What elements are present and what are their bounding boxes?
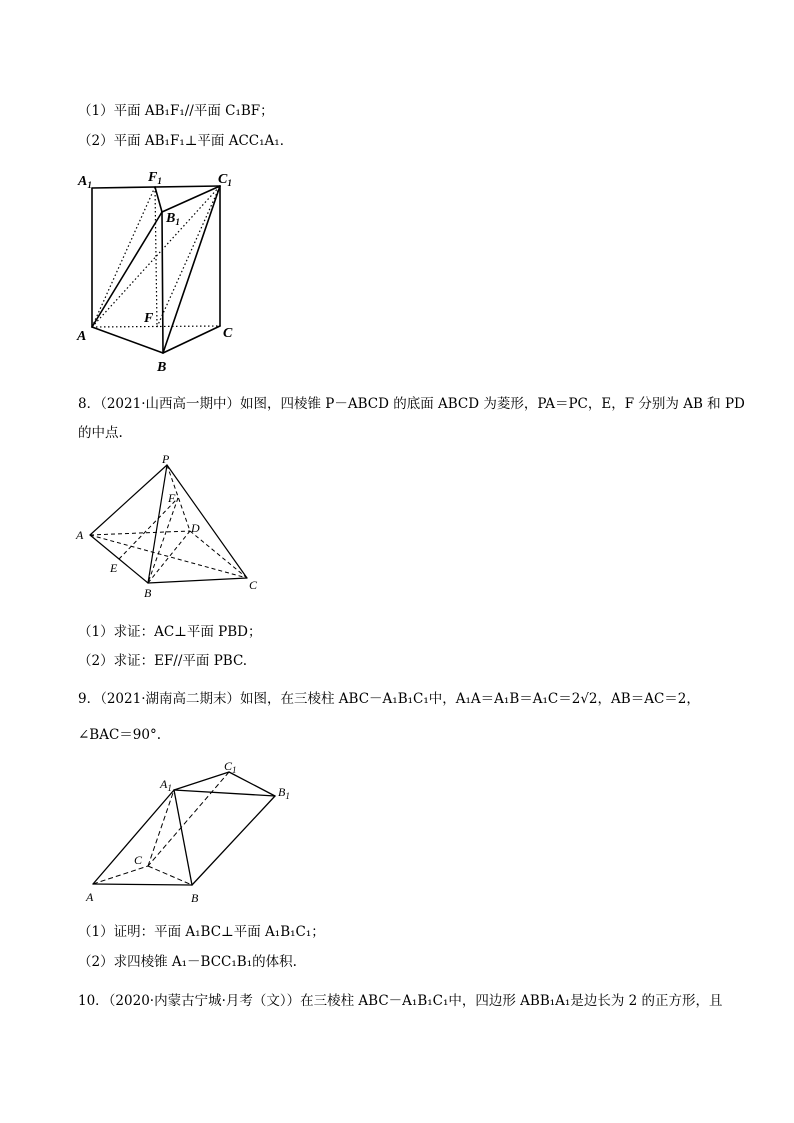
q7-part-1: （1）平面 AB₁F₁//平面 C₁BF； <box>78 103 274 119</box>
q8-label-F: F <box>168 491 176 505</box>
q8-label-D: D <box>191 521 200 535</box>
q7-label-C1: C <box>218 172 228 187</box>
q7-label-F1: F <box>148 170 158 185</box>
q7-label-B1: B <box>166 211 176 226</box>
q8-label-B: B <box>144 586 152 600</box>
q9-label-B: B <box>191 891 199 905</box>
q7-part-2: （2）平面 AB₁F₁⊥平面 ACC₁A₁． <box>78 133 294 149</box>
svg-text:C1 <box>224 759 237 775</box>
q8-label-P: P <box>162 452 170 466</box>
q9-label-C: C <box>134 853 143 867</box>
q9-label-B1-sub: 1 <box>285 791 290 801</box>
q9-label-A1: A <box>160 777 168 791</box>
q7-label-F1-sub: 1 <box>157 176 162 186</box>
q9-text-line-1: 9．（2021·湖南高二期末）如图，在三棱柱 ABC－A₁B₁C₁中，A₁A＝A₁B＝A₁C＝2√2，AB＝AC＝2， <box>78 691 700 707</box>
q9-label-A: A <box>86 890 94 904</box>
q9-part-2: （2）求四棱锥 A₁－BCC₁B₁的体积. <box>78 954 297 970</box>
q7-label-B: B <box>157 360 167 375</box>
q8-part-1: （1）求证：AC⊥平面 PBD； <box>78 624 262 640</box>
q7-label-A: A <box>77 329 87 344</box>
q9-label-C1-sub: 1 <box>232 765 237 775</box>
q9-label-C1: C <box>224 759 233 773</box>
q7-label-C1-sub: 1 <box>227 178 232 188</box>
q8-part-2: （2）求证：EF//平面 PBC. <box>78 653 248 669</box>
q10-text-line-1: 10．（2020·内蒙古宁城·月考（文））在三棱柱 ABC－A₁B₁C₁中，四边形 ABB₁A₁是边长为 2 的正方形，且 <box>78 993 723 1009</box>
q9-label-B1: B <box>278 785 286 799</box>
q8-label-C: C <box>249 578 258 592</box>
q7-label-C: C <box>223 326 233 341</box>
q8-text-line-2: 的中点. <box>78 425 123 441</box>
q7-label-F: F <box>144 311 154 326</box>
svg-text:A1 <box>159 777 172 793</box>
q9-label-A1-sub: 1 <box>167 783 172 793</box>
q9-part-1: （1）证明：平面 A₁BC⊥平面 A₁B₁C₁； <box>78 924 325 940</box>
q7-label-A1: A <box>78 174 88 189</box>
q7-label-A1-sub: 1 <box>87 180 92 190</box>
q7-label-B1-sub: 1 <box>175 217 180 227</box>
q8-text-line-1: 8．（2021·山西高一期中）如图，四棱锥 P－ABCD 的底面 ABCD 为菱形，PA＝PC，E，F 分别为 AB 和 PD <box>78 396 745 412</box>
svg-text:B1 <box>278 785 290 801</box>
q8-label-E: E <box>110 561 118 575</box>
q9-text-line-2: ∠BAC＝90°. <box>78 727 162 743</box>
q8-label-A: A <box>76 528 84 542</box>
